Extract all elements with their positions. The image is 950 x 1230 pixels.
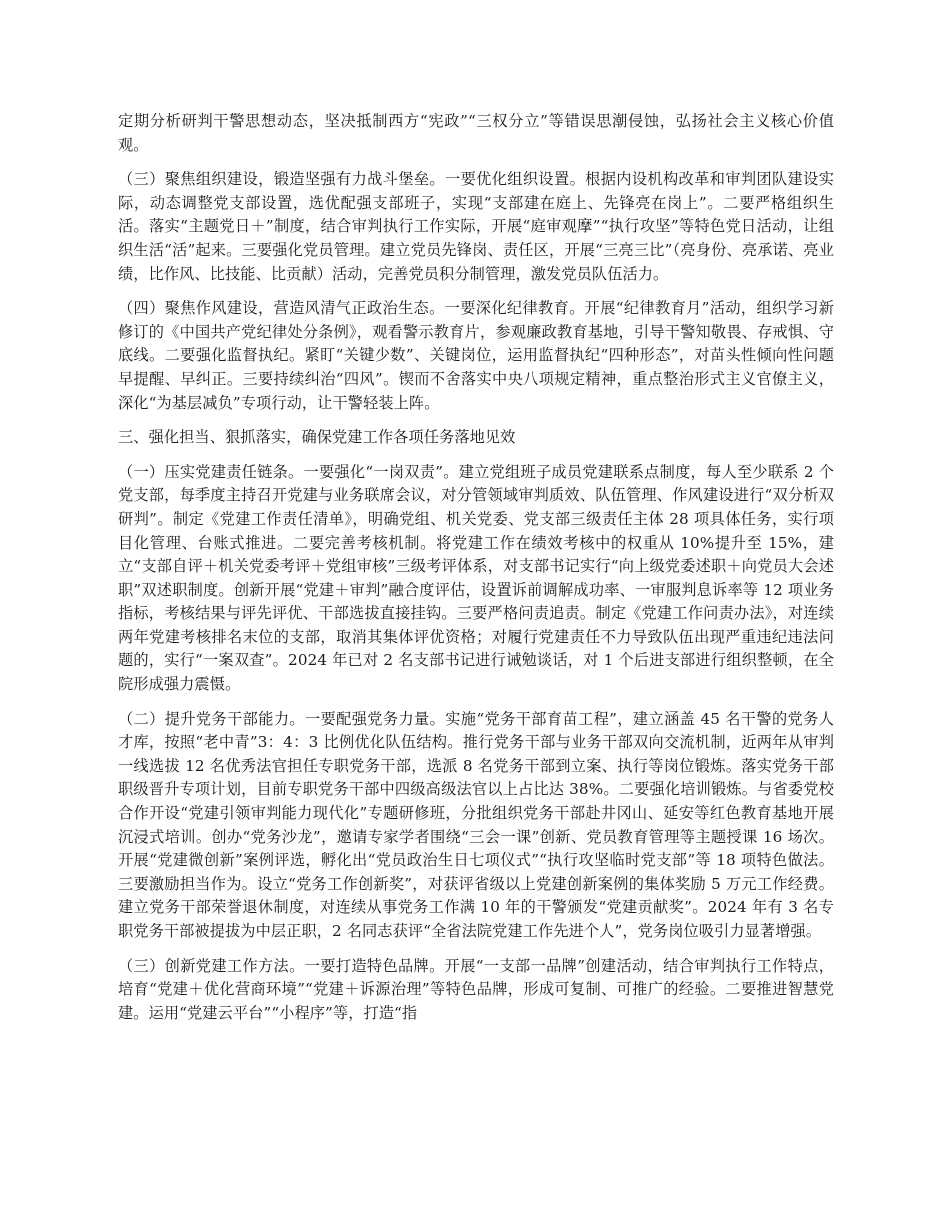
paragraph-organization-building: （三）聚焦组织建设，锻造坚强有力战斗堡垒。一要优化组织设置。根据内设机构改革和审判团队建设实际，动态调整党支部设置，选优配强支部班子，实现“支部建在庭上、先锋亮在岗上”。二要严格组织生活。落实“主题党日＋”制度，结合审判执行工作实际，开展“庭审观摩”“执行攻坚”等特色党日活动，让组织生活“活”起来。三要强化党员管理。建立党员先锋岗、责任区，开展“三亮三比”（亮身份、亮承诺、亮业绩，比作风、比技能、比贡献）活动，完善党员积分制管理，激发党员队伍活力。 (118, 170, 834, 283)
paragraph-innovation-methods: （三）创新党建工作方法。一要打造特色品牌。开展“一支部一品牌”创建活动，结合审判执行工作特点，培育“党建＋优化营商环境”“党建＋诉源治理”等特色品牌，形成可复制、可推广的经验。二要推进智慧党建。运用“党建云平台”“小程序”等，打造“指 (118, 956, 834, 1022)
paragraph-style-building: （四）聚焦作风建设，营造风清气正政治生态。一要深化纪律教育。开展“纪律教育月”活动，组织学习新修订的《中国共产党纪律处分条例》，观看警示教育片，参观廉政教育基地，引导干警知敬畏、存戒惧、守底线。二要强化监督执纪。紧盯“关键少数”、关键岗位，运用监督执纪“四种形态”，对苗头性倾向性问题早提醒、早纠正。三要持续纠治“四风”。锲而不舍落实中央八项规定精神，重点整治形式主义官僚主义，深化“为基层减负”专项行动，让干警轻装上阵。 (118, 299, 834, 412)
paragraph-responsibility-chain: （一）压实党建责任链条。一要强化“一岗双责”。建立党组班子成员党建联系点制度，每人至少联系 2 个党支部，每季度主持召开党建与业务联席会议，对分管领域审判质效、队伍管理、作风建设进行“双分析双研判”。制定《党建工作责任清单》，明确党组、机关党委、党支部三级责任主体 28 项具体任务，实行项目化管理、台账式推进。二要完善考核机制。将党建工作在绩效考核中的权重从 10%提升至 15%，建立“支部自评＋机关党委考评＋党组审核”三级考评体系，对支部书记实行“向上级党委述职＋向党员大会述职”双述职制度。创新开展“党建＋审判”融合度评估，设置诉前调解成功率、一审服判息诉率等 12 项业务指标，考核结果与评先评优、干部选拔直接挂钩。三要严格问责追责。制定《党建工作问责办法》，对连续两年党建考核排名末位的支部，取消其集体评优资格；对履行党建责任不力导致队伍出现严重违纪违法问题的，实行“一案双查”。2024 年已对 2 名支部书记进行诫勉谈话，对 1 个后进支部进行组织整顿，在全院形成强力震慑。 (118, 462, 834, 694)
paragraph-cadre-capability: （二）提升党务干部能力。一要配强党务力量。实施“党务干部育苗工程”，建立涵盖 45 名干警的党务人才库，按照“老中青”3：4：3 比例优化队伍结构。推行党务干部与业务干部双向交流机制，近两年从审判一线选拔 12 名优秀法官担任专职党务干部，选派 8 名党务干部到立案、执行等岗位锻炼。落实党务干部职级晋升专项计划，目前专职党务干部中四级高级法官以上占比达 38%。二要强化培训锻炼。与省委党校合作开设“党建引领审判能力现代化”专题研修班，分批组织党务干部赴井冈山、延安等红色教育基地开展沉浸式培训。创办“党务沙龙”，邀请专家学者围绕“三会一课”创新、党员教育管理等主题授课 16 场次。开展“党建微创新”案例评选，孵化出“党员政治生日七项仪式”“执行攻坚临时党支部”等 18 项特色做法。三要激励担当作为。设立“党务工作创新奖”，对获评省级以上党建创新案例的集体奖励 5 万元工作经费。建立党务干部荣誉退休制度，对连续从事党务工作满 10 年的干警颁发“党建贡献奖”。2024 年有 3 名专职党务干部被提拔为中层正职，2 名同志获评“全省法院党建工作先进个人”，党务岗位吸引力显著增强。 (118, 709, 834, 940)
document-page (118, 110, 834, 1036)
paragraph-core-values: 定期分析研判干警思想动态，坚决抵制西方“宪政”“三权分立”等错误思潮侵蚀，弘扬社会主义核心价值观。 (118, 112, 834, 154)
section-heading-three: 三、强化担当、狠抓落实，确保党建工作各项任务落地见效 (118, 428, 516, 447)
